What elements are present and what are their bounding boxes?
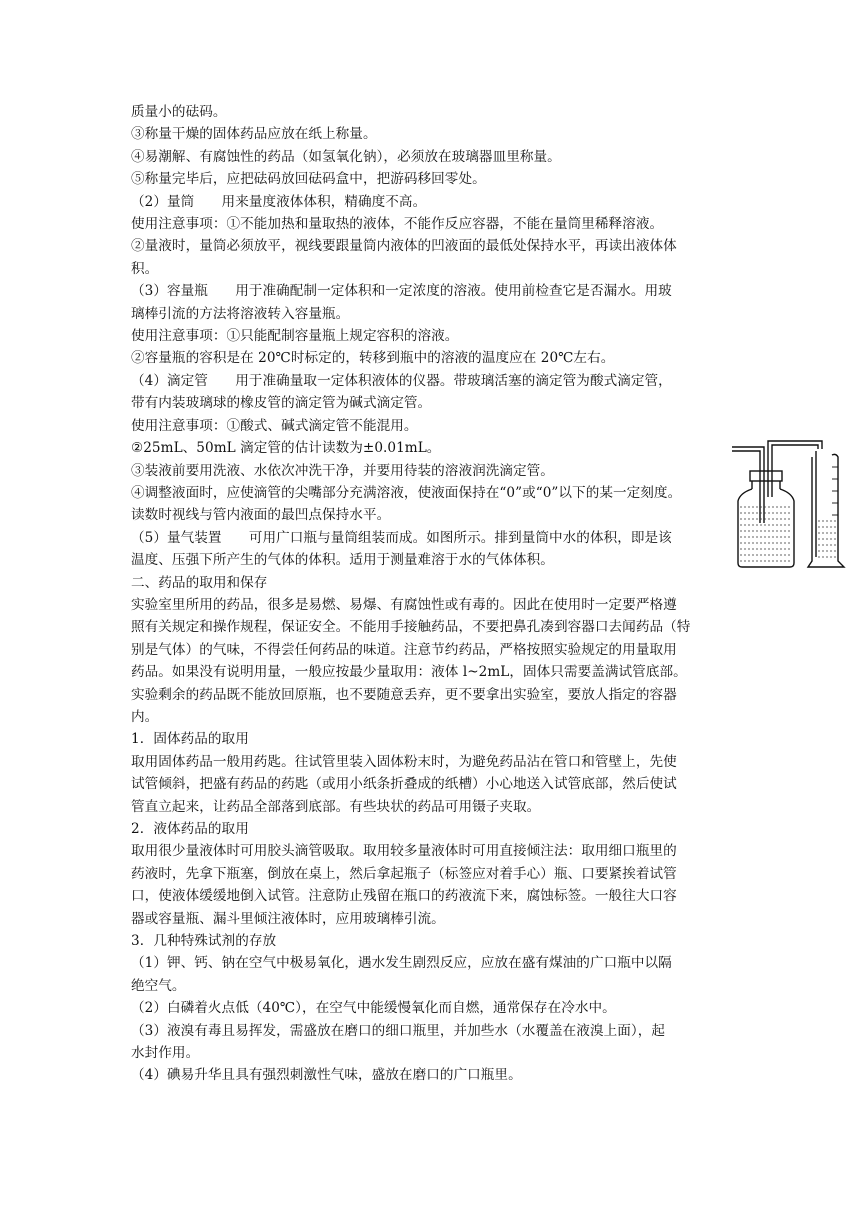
text-line: 温度、压强下所产生的气体的体积。适用于测量难溶于水的气体体积。 [131, 552, 554, 569]
text-line: 水封作用。 [131, 1045, 200, 1062]
text-line: 积。 [131, 260, 159, 277]
text-line: 带有内装玻璃球的橡皮管的滴定管为碱式滴定管。 [131, 395, 432, 412]
body-text [131, 101, 731, 1087]
text-line: 器或容量瓶、漏斗里倾注液体时，应用玻璃棒引流。 [131, 910, 445, 927]
text-line: （2）白磷着火点低（40℃），在空气中能缓慢氧化而自燃，通常保存在冷水中。 [131, 1000, 616, 1017]
text-line: 使用注意事项：①不能加热和量取热的液体，不能作反应容器，不能在量筒里稀释溶液。 [131, 216, 664, 233]
text-line: 内。 [131, 708, 159, 725]
text-line: 别是气体）的气味，不得尝任何药品的味道。注意节约药品，严格按照实验规定的用量取用 [131, 641, 677, 658]
text-line: ③称量干燥的固体药品应放在纸上称量。 [131, 126, 377, 143]
text-line: 试管倾斜，把盛有药品的药匙（或用小纸条折叠成的纸槽）小心地送入试管底部，然后使试 [131, 776, 677, 793]
chapter-heading-reagents: 二、药品的取用和保存 [131, 574, 268, 591]
section-heading-measuring-cylinder: （2）量筒 用来量度液体体积，精确度不高。 [131, 193, 427, 210]
text-line: ②量液时，量筒必须放平，视线要跟量筒内液体的凹液面的最低处保持水平，再读出液体体 [131, 238, 677, 255]
text-line: ③装液前要用洗液、水依次冲洗干净，并要用待装的溶液润洗滴定管。 [131, 462, 554, 479]
text-line: 璃棒引流的方法将溶液转入容量瓶。 [131, 305, 350, 322]
text-line: ⑤称量完毕后，应把砝码放回砝码盒中，把游码移回零处。 [131, 171, 486, 188]
text-line: 照有关规定和操作规程，保证安全。不能用手接触药品，不要把鼻孔凑到容器口去闻药品（特 [131, 619, 691, 636]
text-line: （4）碘易升华且具有强烈刺激性气味，盛放在磨口的广口瓶里。 [131, 1067, 522, 1084]
text-line: 使用注意事项：①酸式、碱式滴定管不能混用。 [131, 417, 418, 434]
section-heading-gas-measuring: （5）量气装置 可用广口瓶与量筒组装而成。如图所示。排到量筒中水的体积，即是该 [131, 529, 672, 546]
subheading-liquid-reagents: 2．液体药品的取用 [131, 821, 249, 837]
text-line: 实验室里所用的药品，很多是易燃、易爆、有腐蚀性或有毒的。因此在使用时一定要严格遵 [131, 596, 677, 613]
text-line: ④调整液面时，应使滴管的尖嘴部分充满溶液，使液面保持在“0”或“0”以下的某一定刻度。 [131, 484, 682, 501]
text-line: 读数时视线与管内液面的最凹点保持水平。 [131, 507, 391, 524]
section-heading-volumetric-flask: （3）容量瓶 用于准确配制一定体积和一定浓度的溶液。使用前检查它是否漏水。用玻 [131, 283, 672, 300]
subheading-special-storage: 3．几种特殊试剂的存放 [131, 933, 277, 950]
text-line: 取用很少量液体时可用胶头滴管吸取。取用较多量液体时可用直接倾注法：取用细口瓶里的 [131, 843, 677, 860]
subheading-solid-reagents: 1．固体药品的取用 [131, 731, 249, 748]
text-line: （3）液溴有毒且易挥发，需盛放在磨口的细口瓶里，并加些水（水覆盖在液溴上面），起 [131, 1022, 666, 1039]
text-line: 取用固体药品一般用药匙。往试管里装入固体粉末时，为避免药品沾在管口和管壁上，先使 [131, 753, 677, 770]
text-line: ④易潮解、有腐蚀性的药品（如氢氧化钠），必须放在玻璃器皿里称量。 [131, 148, 561, 165]
text-line: 质量小的砝码。 [131, 104, 227, 120]
text-line: 药品。如果没有说明用量，一般应按最少量取用：液体 l~2mL，固体只需要盖满试管底部。 [131, 664, 687, 681]
gas-measuring-apparatus-figure [728, 437, 850, 571]
text-line: 绝空气。 [131, 977, 186, 994]
section-heading-burette: （4）滴定管 用于准确量取一定体积液体的仪器。带玻璃活塞的滴定管为酸式滴定管， [131, 372, 672, 389]
text-line: 管直立起来，让药品全部落到底部。有些块状的药品可用镊子夹取。 [131, 798, 541, 815]
text-line: 实验剩余的药品既不能放回原瓶，也不要随意丢弃，更不要拿出实验室，要放人指定的容器 [131, 686, 677, 703]
text-line: ②容量瓶的容积是在 20℃时标定的，转移到瓶中的溶液的温度应在 20℃左右。 [131, 350, 615, 367]
text-line: （1）钾、钙、钠在空气中极易氧化，遇水发生剧烈反应，应放在盛有煤油的广口瓶中以隔 [131, 955, 672, 972]
text-line: ②25mL、50mL 滴定管的估计读数为±0.01mL。 [131, 440, 441, 457]
text-line: 口，使液体缓缓地倒入试管。注意防止残留在瓶口的药液流下来，腐蚀标签。一般往大口容 [131, 888, 677, 905]
text-line: 药液时，先拿下瓶塞，倒放在桌上，然后拿起瓶子（标签应对着手心）瓶、口要紧挨着试管 [131, 865, 677, 882]
text-line: 使用注意事项：①只能配制容量瓶上规定容积的溶液。 [131, 328, 459, 345]
